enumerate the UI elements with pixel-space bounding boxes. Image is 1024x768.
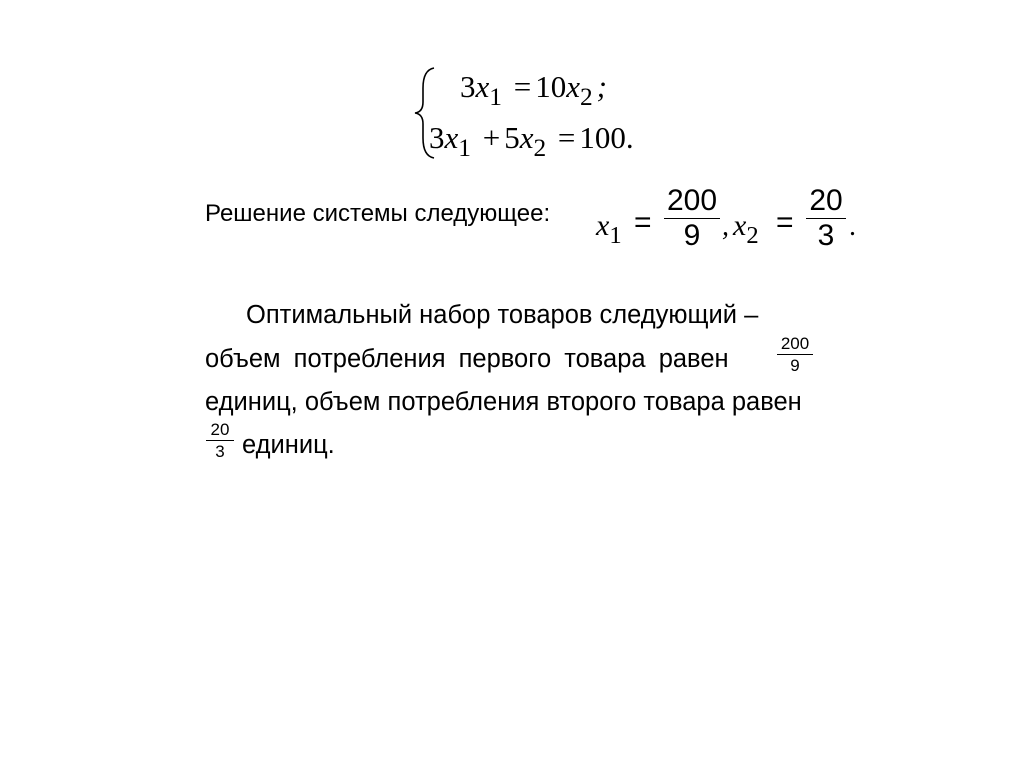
x1-numerator: 200: [666, 184, 718, 217]
x2-equals: =: [776, 206, 794, 239]
x2-denominator: 3: [817, 219, 835, 252]
x2-symbol: $x_2$: [733, 209, 759, 249]
x1-equals: =: [634, 206, 652, 239]
equation-1: $3x_1 = 10x_2$ ;: [460, 69, 607, 112]
paragraph-line-3: единиц, объем потребления второго товара равен: [205, 388, 802, 416]
paragraph-line-4: единиц.: [242, 431, 335, 459]
inline-fraction-1-numerator: 200: [780, 334, 810, 353]
inline-fraction-2: [206, 419, 234, 462]
paragraph-line-1: Оптимальный набор товаров следующий –: [246, 301, 759, 329]
inline-fraction-2-denominator: 3: [215, 442, 225, 461]
x1-symbol: $x_1$: [596, 209, 622, 249]
solution-label: Решение системы следующее:: [205, 200, 551, 227]
inline-fraction-1: [777, 333, 813, 376]
inline-fraction-2-numerator: 20: [210, 420, 230, 439]
final-period: .: [849, 211, 856, 242]
x1-denominator: 9: [683, 219, 701, 252]
paragraph-line-2: объем потребления первого товара равен: [205, 345, 729, 373]
x2-fraction: [806, 184, 846, 253]
inline-fraction-1-denominator: 9: [790, 356, 800, 375]
x2-numerator: 20: [809, 184, 843, 217]
equation-2: $3x_1 + 5x_2 = 100$.: [429, 120, 634, 163]
x1-fraction: [664, 184, 720, 253]
separator-comma: ,: [722, 211, 729, 242]
